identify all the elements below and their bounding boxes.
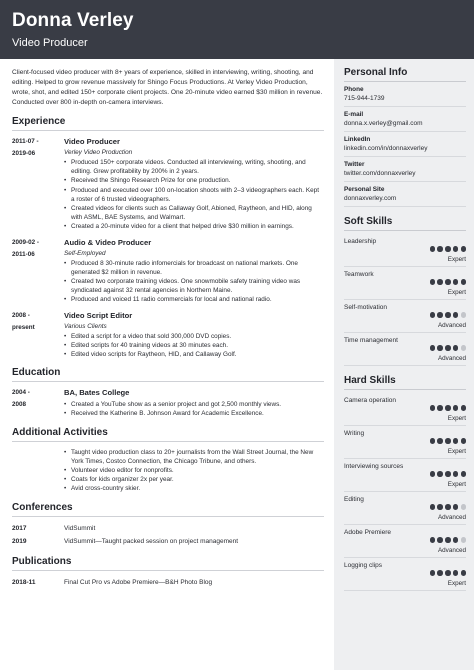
activities-section	[12, 427, 324, 494]
job-bullets	[64, 259, 324, 305]
rating-dot	[430, 279, 436, 285]
rating-dot	[453, 537, 459, 543]
rating-dot	[453, 279, 459, 285]
rating-dot	[461, 504, 467, 510]
info-label: E-mail	[344, 111, 364, 118]
publications-heading: Publications	[12, 556, 324, 571]
rating-dot	[461, 345, 467, 351]
skill-row	[344, 525, 466, 558]
rating-dot	[437, 570, 443, 576]
education-heading: Education	[12, 367, 324, 382]
skill-level: Expert	[447, 448, 466, 455]
bullet: • Volunteer video editor for nonprofits.	[64, 466, 324, 475]
resume-header	[0, 0, 474, 59]
bullet: • Edited a script for a video that sold 300,000 DVD copies.	[64, 332, 324, 341]
rating-dot	[445, 438, 451, 444]
candidate-name: Donna Verley	[12, 10, 134, 31]
rating-dot	[437, 246, 443, 252]
info-phone	[344, 85, 466, 107]
bullet: • Received the Shingo Research Prize for one production.	[64, 176, 324, 185]
rating-dot	[430, 504, 436, 510]
job-end-date: 2011-06	[12, 250, 35, 258]
education-dates	[12, 387, 64, 418]
soft-skills-list	[344, 234, 466, 366]
skill-name: Interviewing sources	[344, 463, 404, 470]
conferences-section	[12, 502, 324, 548]
skill-rating	[344, 279, 466, 288]
rating-dot	[437, 345, 443, 351]
rating-dot	[461, 246, 467, 252]
rating-dot	[430, 312, 436, 318]
job-org: Various Clients	[64, 322, 107, 330]
rating-dot	[461, 279, 467, 285]
bullet: • Created videos for clients such as Callaway Golf, Abioned, Raytheon, and HID, along with ASML, BAE Systems, and Walmart.	[64, 204, 324, 222]
education-start-date: 2004 -	[12, 389, 30, 397]
job-start-date: 2009-02 -	[12, 238, 39, 246]
rating-dot	[453, 405, 459, 411]
skill-name: Adobe Premiere	[344, 529, 391, 536]
skill-rating	[344, 537, 466, 546]
skill-rating	[344, 405, 466, 414]
bullet: • Created two corporate training videos. One snowmobile safety training video was syndicated against 32 rental agencies in Northern Maine.	[64, 277, 324, 295]
rating-dot	[437, 471, 443, 477]
bullet: • Received the Katherine B. Johnson Award for Academic Excellence.	[64, 409, 324, 418]
job-org: Self-Employed	[64, 249, 106, 257]
skill-row	[344, 267, 466, 300]
candidate-title: Video Producer	[12, 37, 88, 49]
activities-bullets	[64, 448, 324, 494]
rating-dot	[453, 246, 459, 252]
rating-dot	[445, 279, 451, 285]
personal-site-link[interactable]: donnaxverley.com	[344, 194, 466, 207]
skill-rating	[344, 246, 466, 255]
skill-level: Expert	[447, 580, 466, 587]
rating-dot	[437, 312, 443, 318]
experience-heading: Experience	[12, 116, 324, 131]
rating-dot	[437, 438, 443, 444]
job-org: Verley Video Production	[64, 149, 133, 156]
rating-dot	[437, 279, 443, 285]
job-end-date: 2019-06	[12, 150, 36, 157]
job-end-date: present	[12, 323, 35, 331]
activities-heading: Additional Activities	[12, 427, 324, 442]
rating-dot	[445, 405, 451, 411]
education-end-date: 2008	[12, 401, 27, 409]
experience-section	[12, 116, 324, 359]
bullet: • Produced 8 30-minute radio infomercials for broadcast on national markets. One generated $2 million in revenue.	[64, 259, 324, 277]
job-start-date: 2011-07 -	[12, 138, 39, 145]
rating-dot	[461, 570, 467, 576]
skill-row	[344, 459, 466, 492]
job-role: Video Script Editor	[64, 310, 133, 320]
bullet: • Created a 20-minute video for a client that helped drive $30 million in earnings.	[64, 222, 324, 231]
publications-section	[12, 556, 324, 589]
skill-name: Writing	[344, 430, 365, 437]
rating-dot	[430, 471, 436, 477]
rating-dot	[430, 405, 436, 411]
rating-dot	[453, 438, 459, 444]
info-label: LinkedIn	[344, 136, 371, 143]
rating-dot	[430, 345, 436, 351]
job-bullets	[64, 158, 324, 232]
rating-dot	[453, 504, 459, 510]
skill-row	[344, 300, 466, 333]
rating-dot	[453, 345, 459, 351]
conference-year: 2017	[12, 524, 27, 532]
bullet: • Produced and executed over 100 on-location shoots with 2–3 videographers each. Kept a roster of 6 trusted videographers.	[64, 186, 324, 204]
job-role: Video Producer	[64, 137, 120, 146]
rating-dot	[445, 312, 451, 318]
education-entry	[12, 387, 324, 418]
rating-dot	[430, 438, 436, 444]
publication-row	[12, 576, 324, 589]
bullet: • Created a YouTube show as a senior project and got 2,500 monthly views.	[64, 400, 324, 409]
info-site	[344, 185, 466, 207]
conference-year: 2019	[12, 537, 27, 545]
bullet: • Produced and voiced 11 radio commercials for local and national radio.	[64, 295, 324, 304]
rating-dot	[430, 537, 436, 543]
rating-dot	[437, 537, 443, 543]
job-bullets	[64, 332, 324, 360]
skill-name: Teamwork	[344, 271, 374, 278]
rating-dot	[445, 537, 451, 543]
rating-dot	[461, 312, 467, 318]
conference-row	[12, 522, 324, 535]
rating-dot	[445, 345, 451, 351]
rating-dot	[445, 246, 451, 252]
bullet: • Edited scripts for 40 training videos at 30 minutes each.	[64, 341, 324, 350]
rating-dot	[453, 312, 459, 318]
bullet: • Edited video scripts for Raytheon, HID, and Callaway Golf.	[64, 350, 324, 359]
skill-row	[344, 492, 466, 525]
skill-row	[344, 558, 466, 591]
education-section	[12, 367, 324, 418]
skill-level: Advanced	[437, 355, 466, 362]
info-label: Twitter	[344, 161, 365, 168]
hard-skills-heading: Hard Skills	[344, 375, 466, 390]
summary-text: Client-focused video producer with 8+ years of experience, skilled in interviewing, writing, shooting, and editing. Helped to grow revenue massively for Shingo Focus Productions. At Verley Video Production, wrote, shot, and edited 150+ corporate client projects. One 20-minute video earned $30 million in revenue. Conducted over 800 in-depth on-camera interviews.	[12, 69, 323, 106]
skill-rating	[344, 438, 466, 447]
job-entry	[12, 310, 324, 360]
rating-dot	[437, 504, 443, 510]
job-entry	[12, 237, 324, 305]
skill-level: Expert	[447, 289, 466, 296]
rating-dot	[437, 405, 443, 411]
skill-name: Camera operation	[344, 397, 397, 404]
job-dates	[12, 136, 64, 232]
conference-text: VidSummit	[64, 524, 96, 532]
skill-rating	[344, 312, 466, 321]
skill-level: Advanced	[437, 514, 466, 521]
job-start-date: 2008 -	[12, 311, 30, 319]
skill-level: Expert	[447, 256, 466, 263]
conferences-heading: Conferences	[12, 502, 324, 517]
skill-name: Logging clips	[344, 562, 382, 569]
linkedin-link[interactable]: linkedin.com/in/donnaxverley	[344, 144, 466, 157]
rating-dot	[430, 570, 436, 576]
conference-text: VidSummit—Taught packed session on project management	[64, 537, 239, 545]
skill-row	[344, 333, 466, 366]
rating-dot	[461, 438, 467, 444]
rating-dot	[445, 471, 451, 477]
rating-dot	[430, 246, 436, 252]
bullet: • Avid cross-country skier.	[64, 484, 324, 493]
phone-value: 715-944-1739	[344, 94, 466, 107]
rating-dot	[445, 570, 451, 576]
skill-level: Advanced	[437, 547, 466, 554]
conference-row	[12, 535, 324, 548]
info-label: Phone	[344, 86, 364, 93]
rating-dot	[461, 405, 467, 411]
skill-name: Time management	[344, 337, 398, 344]
skill-name: Editing	[344, 496, 364, 503]
twitter-link[interactable]: twitter.com/donnaxverley	[344, 169, 466, 182]
info-label: Personal Site	[344, 186, 385, 193]
rating-dot	[445, 504, 451, 510]
job-dates	[12, 310, 64, 360]
info-email	[344, 110, 466, 132]
skill-rating	[344, 504, 466, 513]
publication-text: Final Cut Pro vs Adobe Premiere—B&H Photo Blog	[64, 578, 213, 586]
bullet: • Coats for kids organizer 2x per year.	[64, 475, 324, 484]
skill-rating	[344, 570, 466, 579]
skill-level: Expert	[447, 415, 466, 422]
education-bullets	[64, 400, 324, 418]
rating-dot	[453, 570, 459, 576]
skill-name: Self-motivation	[344, 304, 387, 311]
skill-row	[344, 234, 466, 267]
skill-level: Advanced	[437, 322, 466, 329]
rating-dot	[461, 471, 467, 477]
job-dates	[12, 237, 64, 305]
job-entry	[12, 136, 324, 232]
job-role: Audio & Video Producer	[64, 237, 152, 247]
bullet: • Taught video production class to 20+ journalists from the Wall Street Journal, the New York Times, Costco Connection, the Chicago Tribune, and others.	[64, 448, 324, 466]
hard-skills-list	[344, 393, 466, 591]
rating-dot	[461, 537, 467, 543]
skill-name: Leadership	[344, 238, 377, 245]
skill-row	[344, 426, 466, 459]
bullet: • Produced 150+ corporate videos. Conducted all interviewing, writing, shooting, and editing. Grew profitability by 200% in 2 years.	[64, 158, 324, 176]
publication-date: 2018-11	[12, 578, 36, 586]
sidebar	[334, 59, 474, 670]
personal-info-heading: Personal Info	[344, 67, 466, 82]
info-linkedin	[344, 135, 466, 157]
skill-level: Expert	[447, 481, 466, 488]
skill-row	[344, 393, 466, 426]
education-degree: BA, Bates College	[64, 388, 130, 398]
skill-rating	[344, 471, 466, 480]
skill-rating	[344, 345, 466, 354]
info-twitter	[344, 160, 466, 182]
activities-entry	[12, 447, 324, 494]
soft-skills-heading: Soft Skills	[344, 216, 466, 231]
email-link[interactable]: donna.x.verley@gmail.com	[344, 119, 466, 132]
rating-dot	[453, 471, 459, 477]
main-column	[12, 68, 324, 589]
